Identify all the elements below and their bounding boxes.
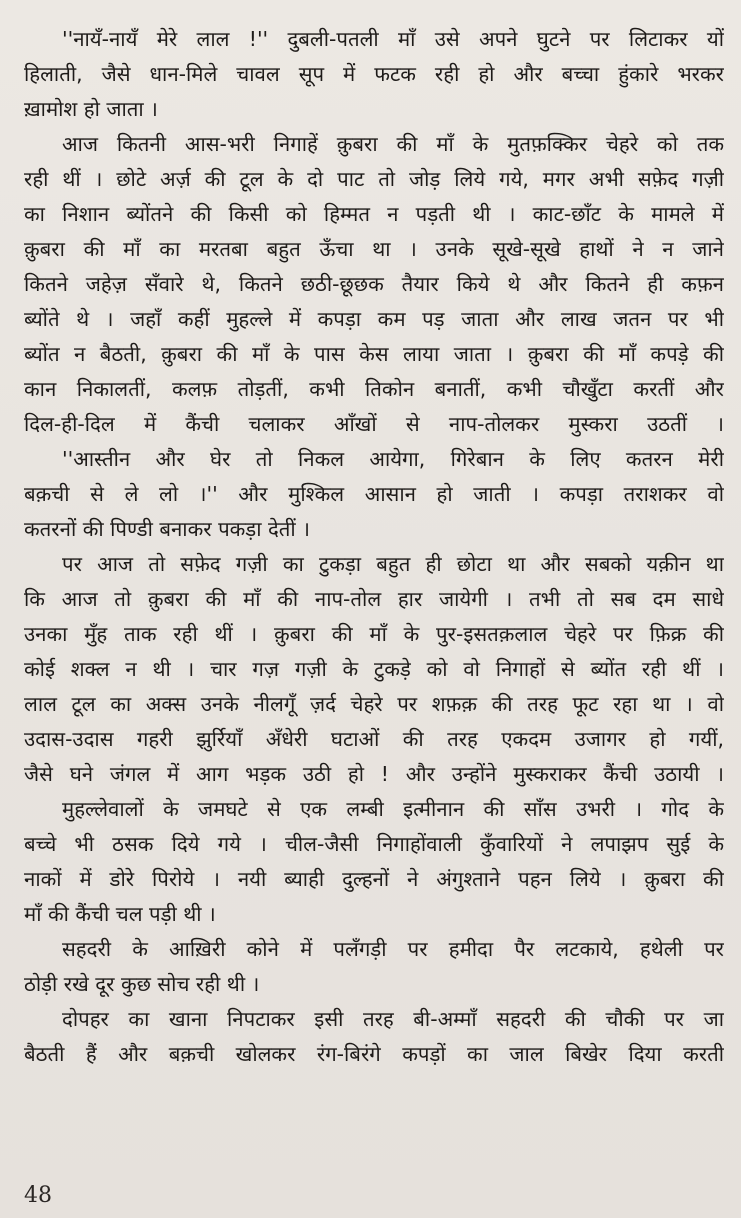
text-line: रही थीं । छोटे अर्ज़ की टूल के दो पाट तो जोड़ लिये गये, मगर अभी सफ़ेद गज़ी — [24, 167, 724, 191]
text-line: कोई शक्ल न थी । चार गज़ गज़ी के टुकड़े को वो निगाहों से ब्योंत रही थीं । — [24, 657, 724, 681]
text-line: सहदरी के आख़िरी कोने में पलँगड़ी पर हमीदा पैर लटकाये, हथेली पर — [62, 937, 724, 961]
text-line: जैसे घने जंगल में आग भड़क उठी हो ! और उन्होंने मुस्कराकर कैंची उठायी । — [24, 762, 724, 786]
text-line: उनका मुँह ताक रही थीं । क़ुबरा की माँ के पुर-इसतक़लाल चेहरे पर फ़िक्र की — [24, 622, 724, 646]
text-line: दिल-ही-दिल में कैंची चलाकर आँखों से नाप-तोलकर मुस्करा उठतीं । — [24, 412, 724, 436]
text-line: ठोड़ी रखे दूर कुछ सोच रही थी । — [24, 972, 260, 996]
text-line: बच्चे भी ठसक दिये गये । चील-जैसी निगाहोंवाली कुँवारियों ने लपाझप सुई के — [24, 832, 724, 856]
text-line: कि आज तो क़ुबरा की माँ की नाप-तोल हार जायेगी । तभी तो सब दम साधे — [24, 587, 724, 611]
text-line: दोपहर का खाना निपटाकर इसी तरह बी-अम्माँ सहदरी की चौकी पर जा — [62, 1007, 724, 1031]
text-line: नाकों में डोरे पिरोये । नयी ब्याही दुल्हनों ने अंगुश्ताने पहन लिये । क़ुबरा की — [24, 867, 724, 891]
text-line: हिलाती, जैसे धान-मिले चावल सूप में फटक रही हो और बच्चा हुंकारे भरकर — [24, 62, 724, 86]
text-line: का निशान ब्योंतने की किसी को हिम्मत न पड़ती थी । काट-छाँट के मामले में — [24, 202, 724, 226]
text-line: उदास-उदास गहरी झुर्रियाँ अँधेरी घटाओं की तरह एकदम उजागर हो गयीं, — [24, 727, 724, 751]
text-line: आज कितनी आस-भरी निगाहें क़ुबरा की माँ के मुतफ़क्किर चेहरे को तक — [62, 132, 724, 156]
text-line: कितने जहेज़ सँवारे थे, कितने छठी-छूछक तैयार किये थे और कितने ही कफ़न — [24, 272, 724, 296]
text-line: ''आस्तीन और घेर तो निकल आयेगा, गिरेबान के लिए कतरन मेरी — [62, 447, 724, 471]
text-line: ब्योंते थे । जहाँ कहीं मुहल्ले में कपड़ा कम पड़ जाता और लाख जतन पर भी — [24, 307, 724, 331]
text-line: क़ुबरा की माँ का मरतबा बहुत ऊँचा था । उनके सूखे-सूखे हाथों ने न जाने — [24, 237, 724, 261]
text-line: पर आज तो सफ़ेद गज़ी का टुकड़ा बहुत ही छोटा था और सबको यक़ीन था — [62, 552, 724, 576]
text-line: बैठती हैं और बक़ची खोलकर रंग-बिरंगे कपड़ों का जाल बिखेर दिया करती — [24, 1042, 724, 1066]
body-text — [24, 22, 724, 1072]
text-line: मुहल्लेवालों के जमघटे से एक लम्बी इत्मीनान की साँस उभरी । गोद के — [62, 797, 724, 821]
text-line: ''नायँ-नायँ मेरे लाल !'' दुबली-पतली माँ उसे अपने घुटने पर लिटाकर यों — [62, 27, 724, 51]
page-number: 48 — [24, 1183, 52, 1208]
text-line: लाल टूल का अक्स उनके नीलगूँ ज़र्द चेहरे पर शफ़क़ की तरह फूट रहा था । वो — [24, 692, 724, 716]
text-line: कान निकालतीं, कलफ़ तोड़तीं, कभी तिकोन बनातीं, कभी चौखुँटा करतीं और — [24, 377, 724, 401]
text-line: ख़ामोश हो जाता । — [24, 97, 158, 121]
text-line: ब्योंत न बैठती, क़ुबरा की माँ के पास केस लाया जाता । क़ुबरा की माँ कपड़े की — [24, 342, 724, 366]
text-line: कतरनों की पिण्डी बनाकर पकड़ा देतीं । — [24, 517, 310, 541]
text-line: बक़ची से ले लो ।'' और मुश्किल आसान हो जाती । कपड़ा तराशकर वो — [24, 482, 724, 506]
text-line: माँ की कैंची चल पड़ी थी । — [24, 902, 216, 926]
